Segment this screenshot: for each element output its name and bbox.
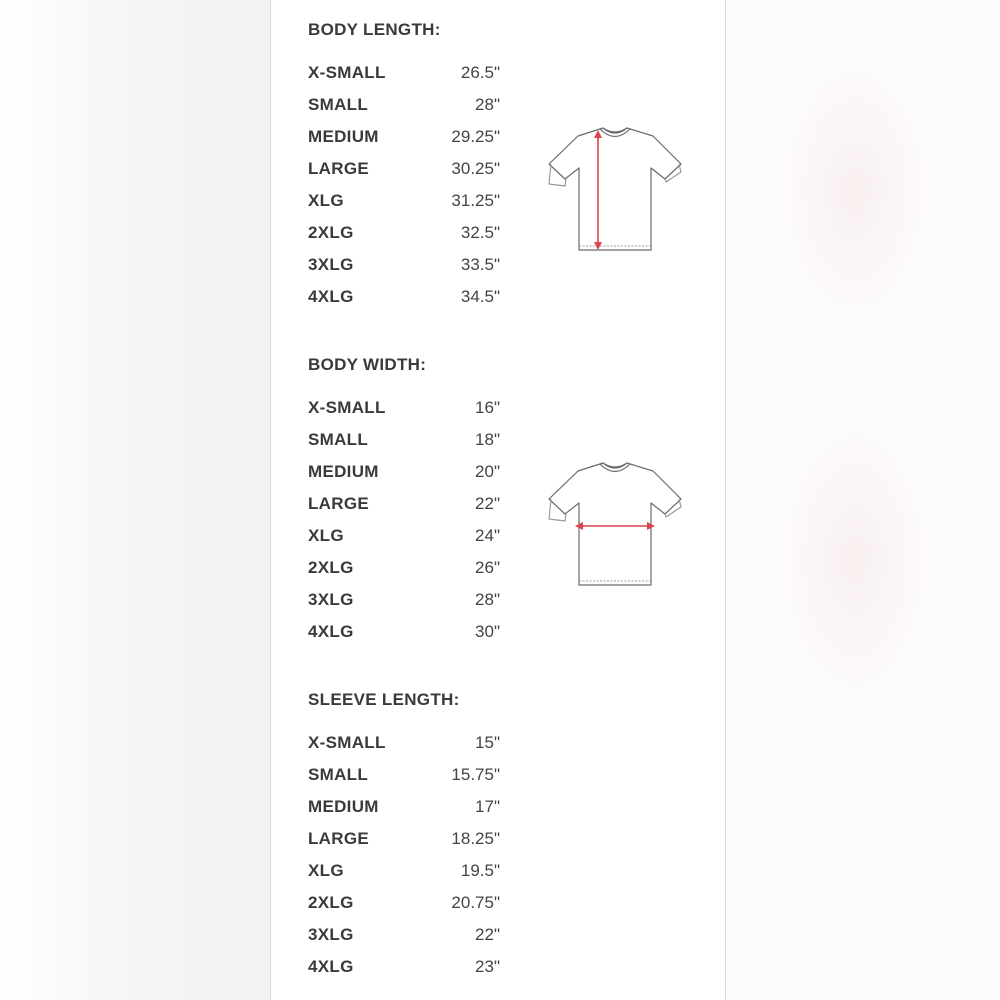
size-row <box>308 494 500 526</box>
size-value: 18" <box>475 430 500 449</box>
size-value: 17" <box>475 797 500 816</box>
size-value: 20" <box>475 462 500 481</box>
size-value: 22" <box>475 925 500 944</box>
size-value: 32.5" <box>460 223 500 242</box>
size-list <box>308 733 500 989</box>
size-list <box>308 63 500 319</box>
size-row <box>308 861 500 893</box>
size-row <box>308 159 500 191</box>
size-value: 20.75" <box>451 893 500 912</box>
background-blur-shape <box>770 400 940 720</box>
size-value: 18.25" <box>451 829 500 848</box>
section-title: BODY LENGTH: <box>308 20 441 39</box>
size-label: SMALL <box>308 430 369 449</box>
size-label: 3XLG <box>308 255 354 274</box>
size-value: 29.25" <box>451 127 500 146</box>
size-row <box>308 462 500 494</box>
section-title: BODY WIDTH: <box>308 355 427 374</box>
size-value: 28" <box>475 95 500 114</box>
size-label: 4XLG <box>308 957 354 976</box>
size-label: MEDIUM <box>308 127 379 146</box>
size-label: 2XLG <box>308 893 354 912</box>
size-row <box>308 590 500 622</box>
tshirt-body-length-icon <box>547 124 683 252</box>
size-row <box>308 63 500 95</box>
size-row <box>308 765 500 797</box>
size-value: 31.25" <box>451 191 500 210</box>
size-label: X-SMALL <box>308 733 386 752</box>
size-chart-panel <box>270 0 726 1000</box>
size-row <box>308 191 500 223</box>
size-label: SMALL <box>308 765 369 784</box>
size-label: SMALL <box>308 95 369 114</box>
section-title: SLEEVE LENGTH: <box>308 690 460 709</box>
size-row <box>308 95 500 127</box>
size-row <box>308 558 500 590</box>
size-row <box>308 223 500 255</box>
size-label: XLG <box>308 526 344 545</box>
size-value: 26.5" <box>460 63 500 82</box>
size-row <box>308 957 500 989</box>
size-label: MEDIUM <box>308 797 379 816</box>
size-label: 3XLG <box>308 590 354 609</box>
size-value: 30.25" <box>451 159 500 178</box>
size-row <box>308 255 500 287</box>
size-row <box>308 127 500 159</box>
size-row <box>308 797 500 829</box>
size-row <box>308 893 500 925</box>
size-list <box>308 398 500 654</box>
size-row <box>308 622 500 654</box>
size-value: 19.5" <box>460 861 500 880</box>
size-label: 2XLG <box>308 223 354 242</box>
size-value: 30" <box>475 622 500 641</box>
size-row <box>308 430 500 462</box>
size-label: 2XLG <box>308 558 354 577</box>
size-label: 4XLG <box>308 622 354 641</box>
size-value: 16" <box>475 398 500 417</box>
size-label: 4XLG <box>308 287 354 306</box>
size-label: 3XLG <box>308 925 354 944</box>
size-value: 22" <box>475 494 500 513</box>
size-value: 15" <box>475 733 500 752</box>
size-row <box>308 398 500 430</box>
size-row <box>308 287 500 319</box>
size-row <box>308 829 500 861</box>
size-value: 23" <box>475 957 500 976</box>
background-blur-shape <box>770 40 940 340</box>
size-label: XLG <box>308 861 344 880</box>
size-row <box>308 733 500 765</box>
size-value: 26" <box>475 558 500 577</box>
size-value: 24" <box>475 526 500 545</box>
background-left <box>0 0 270 1000</box>
size-label: X-SMALL <box>308 63 386 82</box>
tshirt-body-width-icon <box>547 459 683 587</box>
size-label: XLG <box>308 191 344 210</box>
size-row <box>308 925 500 957</box>
size-row <box>308 526 500 558</box>
size-label: LARGE <box>308 829 369 848</box>
size-value: 28" <box>475 590 500 609</box>
size-value: 34.5" <box>460 287 500 306</box>
size-label: LARGE <box>308 494 369 513</box>
size-label: LARGE <box>308 159 369 178</box>
size-value: 15.75" <box>451 765 500 784</box>
size-label: MEDIUM <box>308 462 379 481</box>
size-value: 33.5" <box>460 255 500 274</box>
size-label: X-SMALL <box>308 398 386 417</box>
